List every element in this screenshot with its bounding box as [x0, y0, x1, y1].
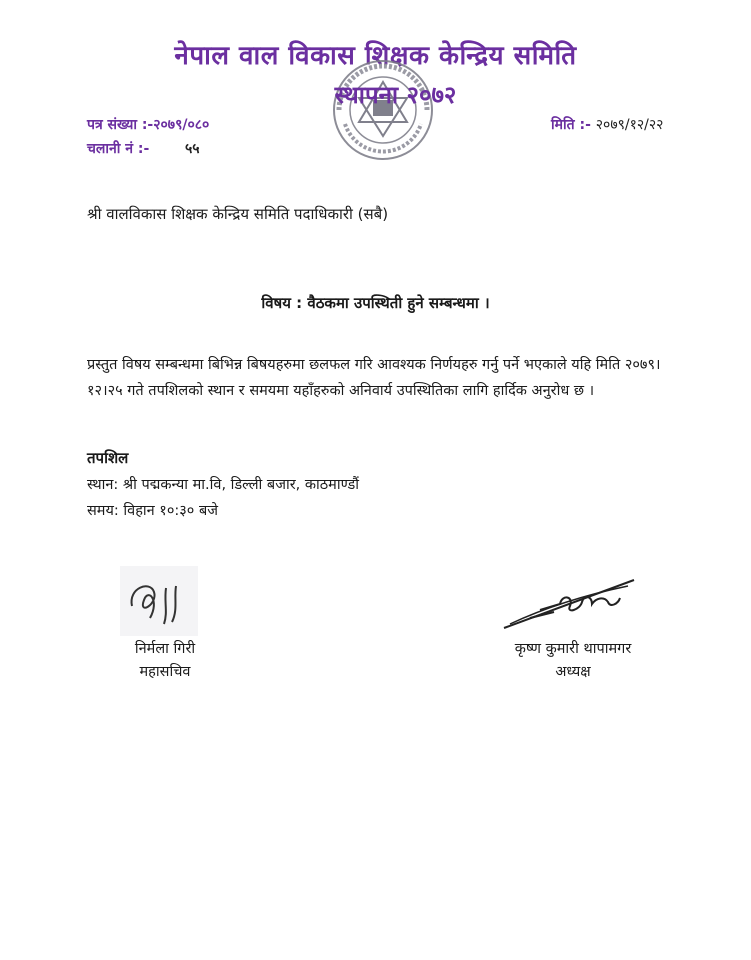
letter-body: प्रस्तुत विषय सम्बन्धमा बिभिन्न बिषयहरुमा छलफल गरि आवश्यक निर्णयहरु गर्नु पर्ने भएकाले यहि मिति २०७९।१२।२५ गते तपशिलको स्थान र समयमा यहाँहरुको अनिवार्य उपस्थितिका लागि हार्दिक अनुरोध छ ।: [87, 357, 661, 399]
meeting-time: समय: विहान १०:३० बजे: [87, 503, 218, 519]
signatory-name-secretary: निर्मला गिरी: [134, 641, 196, 657]
signatory-title-chairperson: अध्यक्ष: [555, 664, 591, 680]
reference-number-value: २०७९/०८०: [153, 117, 210, 133]
addressee: श्री वालविकास शिक्षक केन्द्रिय समिति पदाधिकारी (सबै): [87, 205, 389, 223]
established-year: स्थापना २०७२: [334, 81, 457, 109]
meeting-venue: स्थान: श्री पद्मकन्या मा.वि, डिल्ली बजार, काठमाण्डौं: [87, 477, 360, 493]
signature-secretary: [120, 566, 198, 636]
subject-line: विषय : वैठकमा उपस्थिती हुने सम्बन्धमा ।: [261, 294, 490, 312]
reference-number: [87, 115, 209, 134]
dispatch-number-label: चलानी नं :-: [87, 141, 150, 157]
date-value: २०७९/१२/२२: [595, 117, 664, 133]
letter-date: [551, 115, 663, 134]
details-heading: तपशिल: [87, 449, 129, 467]
signatory-title-secretary: महासचिव: [139, 664, 191, 680]
dispatch-number-value: ५५: [185, 141, 200, 157]
signature-chairperson: [500, 574, 640, 632]
date-label: मिति :-: [551, 117, 591, 133]
org-name: नेपाल वाल विकास शिक्षक केन्द्रिय समिति: [174, 41, 577, 71]
signatory-name-chairperson: कृष्ण कुमारी थापामगर: [514, 641, 632, 657]
reference-number-label: पत्र संख्या :-: [87, 117, 154, 133]
